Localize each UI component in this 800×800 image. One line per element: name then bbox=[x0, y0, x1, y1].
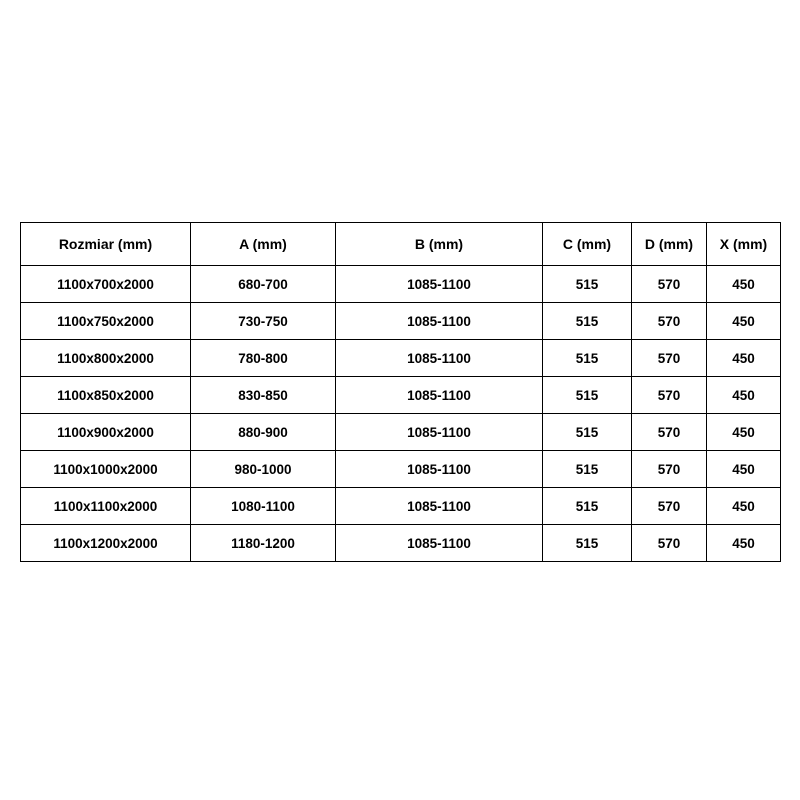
cell-size: 1100x1000x2000 bbox=[21, 451, 191, 488]
cell-x: 450 bbox=[707, 525, 781, 562]
cell-d: 570 bbox=[632, 266, 707, 303]
cell-d: 570 bbox=[632, 525, 707, 562]
cell-a: 1080-1100 bbox=[191, 488, 336, 525]
cell-size: 1100x900x2000 bbox=[21, 414, 191, 451]
cell-c: 515 bbox=[543, 451, 632, 488]
table-row bbox=[21, 303, 781, 340]
cell-x: 450 bbox=[707, 488, 781, 525]
cell-a: 730-750 bbox=[191, 303, 336, 340]
cell-d: 570 bbox=[632, 303, 707, 340]
cell-c: 515 bbox=[543, 377, 632, 414]
cell-a: 680-700 bbox=[191, 266, 336, 303]
cell-size: 1100x1200x2000 bbox=[21, 525, 191, 562]
cell-a: 1180-1200 bbox=[191, 525, 336, 562]
cell-c: 515 bbox=[543, 525, 632, 562]
cell-x: 450 bbox=[707, 303, 781, 340]
cell-a: 980-1000 bbox=[191, 451, 336, 488]
cell-b: 1085-1100 bbox=[336, 414, 543, 451]
column-header-x: X (mm) bbox=[707, 223, 781, 266]
table-header-row bbox=[21, 223, 781, 266]
size-table bbox=[20, 222, 781, 562]
cell-size: 1100x850x2000 bbox=[21, 377, 191, 414]
cell-x: 450 bbox=[707, 414, 781, 451]
cell-d: 570 bbox=[632, 488, 707, 525]
cell-size: 1100x750x2000 bbox=[21, 303, 191, 340]
cell-x: 450 bbox=[707, 377, 781, 414]
cell-b: 1085-1100 bbox=[336, 451, 543, 488]
column-header-c: C (mm) bbox=[543, 223, 632, 266]
cell-d: 570 bbox=[632, 451, 707, 488]
cell-x: 450 bbox=[707, 266, 781, 303]
table-row bbox=[21, 451, 781, 488]
cell-size: 1100x1100x2000 bbox=[21, 488, 191, 525]
column-header-a: A (mm) bbox=[191, 223, 336, 266]
cell-d: 570 bbox=[632, 414, 707, 451]
column-header-rozmiar: Rozmiar (mm) bbox=[21, 223, 191, 266]
table-row bbox=[21, 488, 781, 525]
size-table-container bbox=[20, 222, 780, 562]
cell-b: 1085-1100 bbox=[336, 340, 543, 377]
cell-d: 570 bbox=[632, 377, 707, 414]
table-row bbox=[21, 340, 781, 377]
column-header-b: B (mm) bbox=[336, 223, 543, 266]
cell-a: 830-850 bbox=[191, 377, 336, 414]
cell-b: 1085-1100 bbox=[336, 488, 543, 525]
cell-c: 515 bbox=[543, 303, 632, 340]
cell-b: 1085-1100 bbox=[336, 525, 543, 562]
cell-x: 450 bbox=[707, 340, 781, 377]
cell-size: 1100x700x2000 bbox=[21, 266, 191, 303]
table-row bbox=[21, 525, 781, 562]
cell-b: 1085-1100 bbox=[336, 303, 543, 340]
table-row bbox=[21, 266, 781, 303]
cell-d: 570 bbox=[632, 340, 707, 377]
cell-a: 880-900 bbox=[191, 414, 336, 451]
cell-c: 515 bbox=[543, 414, 632, 451]
cell-c: 515 bbox=[543, 266, 632, 303]
cell-b: 1085-1100 bbox=[336, 266, 543, 303]
cell-c: 515 bbox=[543, 488, 632, 525]
table-row bbox=[21, 377, 781, 414]
table-row bbox=[21, 414, 781, 451]
cell-b: 1085-1100 bbox=[336, 377, 543, 414]
column-header-d: D (mm) bbox=[632, 223, 707, 266]
cell-x: 450 bbox=[707, 451, 781, 488]
cell-a: 780-800 bbox=[191, 340, 336, 377]
cell-c: 515 bbox=[543, 340, 632, 377]
cell-size: 1100x800x2000 bbox=[21, 340, 191, 377]
